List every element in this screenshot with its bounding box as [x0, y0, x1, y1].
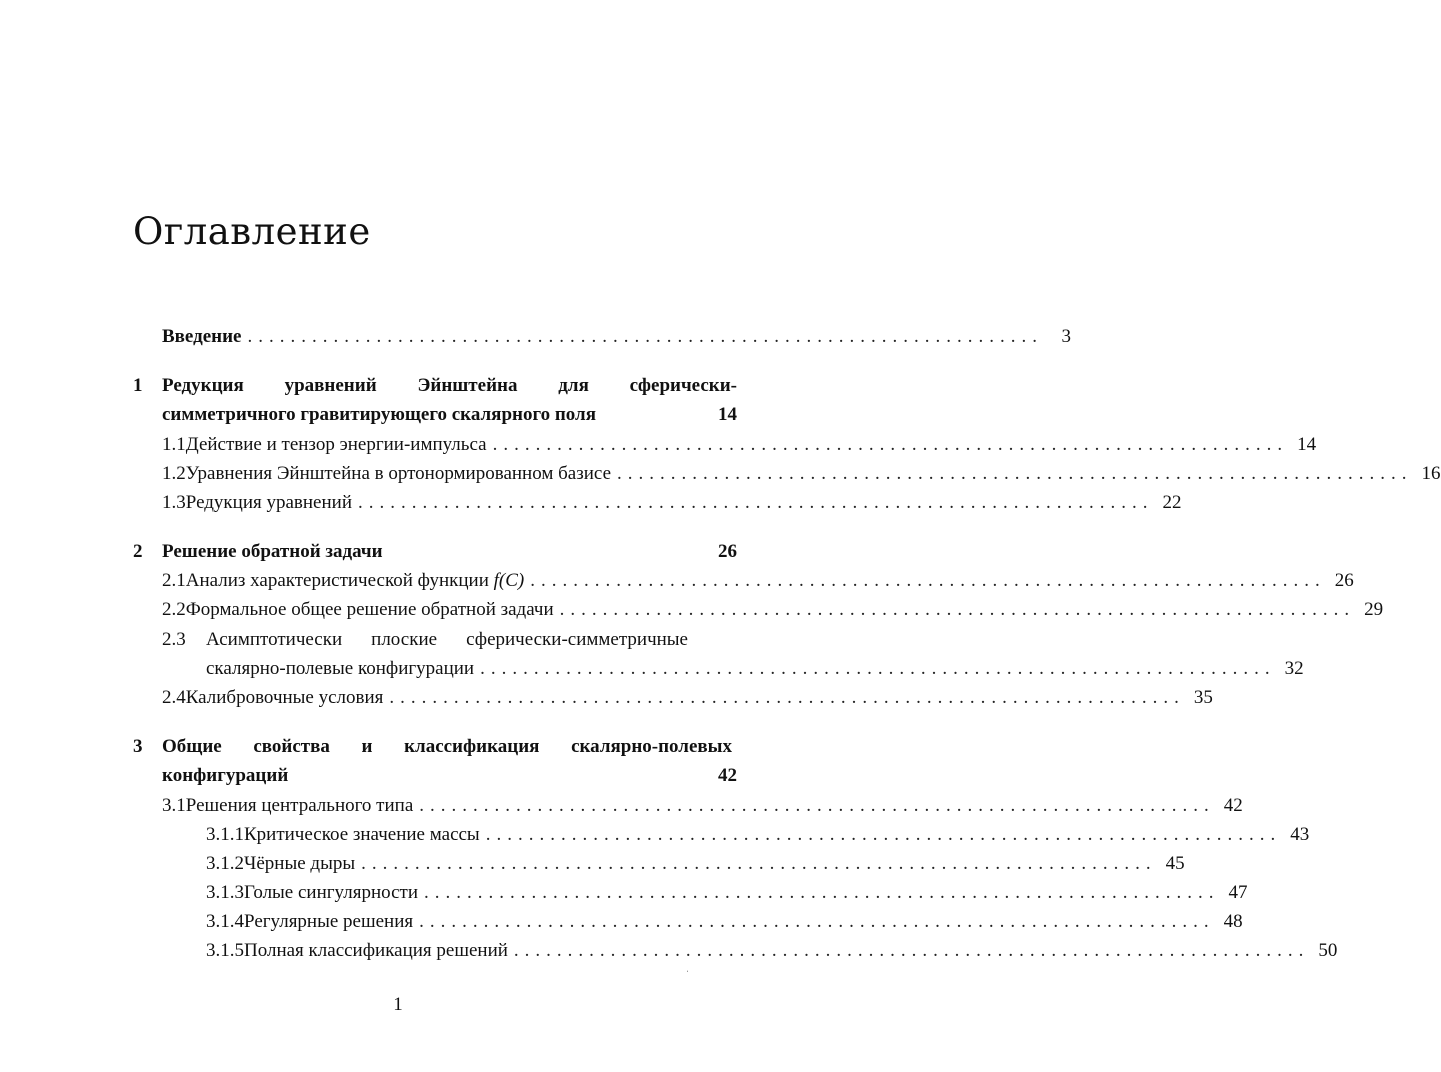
leader-dots: .......................................................................... [513, 940, 1310, 961]
entry-page: 14 [1297, 434, 1317, 455]
leader-dots: .......................................................................... [357, 492, 1154, 513]
toc-entry-2-4 [162, 686, 1213, 710]
toc-entry-3-1-3 [206, 881, 1248, 905]
subsection-number: 3.1.5 [206, 940, 244, 961]
leader-dots: .......................................................................... [480, 658, 1276, 679]
leader-dots: .......................................................................... [492, 434, 1289, 455]
leader-dots: .......................................................................... [485, 824, 1282, 845]
entry-page: 48 [1223, 911, 1243, 932]
toc-entry-chapter-1 [162, 403, 737, 427]
entry-page: 42 [1223, 795, 1243, 816]
entry-title: Действие и тензор энергии-импульса [185, 434, 487, 455]
leader-dots: .......................................................................... [419, 795, 1215, 816]
entry-title: Калибровочные условия [185, 687, 384, 708]
toc-entry-3-1-5 [206, 939, 1338, 963]
subsection-number: 3.1.1 [206, 824, 244, 845]
entry-page: 3 [1061, 326, 1071, 347]
section-number: 2.4 [162, 687, 186, 708]
entry-title-text: Анализ характеристической функции [185, 570, 489, 591]
toc-entry-chapter-3 [162, 764, 737, 788]
entry-title-line1: Асимптотически плоские сферически-симметричные [206, 629, 688, 650]
math-expression: f(C) [493, 570, 525, 591]
chapter-title-line1: Общие свойства и классификация скалярно-полевых [162, 736, 732, 757]
section-number: 2.2 [162, 599, 186, 620]
section-number: 1.3 [162, 492, 186, 513]
toc-entry-3-1-2 [206, 852, 1185, 876]
toc-entry-1-2 [162, 462, 1441, 486]
entry-page: 32 [1284, 658, 1304, 679]
leader-dots: .......................................................................... [559, 599, 1356, 620]
toc-entry-2-2 [162, 598, 1384, 622]
entry-title: Полная классификация решений [244, 940, 508, 961]
entry-title: Регулярные решения [244, 911, 414, 932]
toc-entry-3-1 [162, 794, 1243, 818]
leader-dots: .......................................................................... [530, 570, 1326, 591]
entry-page: 43 [1290, 824, 1310, 845]
entry-page: 14 [718, 404, 737, 425]
subsection-number: 3.1.4 [206, 911, 244, 932]
subsection-number: 3.1.3 [206, 882, 244, 903]
section-number: 3.1 [162, 795, 186, 816]
leader-dots: .......................................................................... [389, 687, 1185, 708]
entry-title: Уравнения Эйнштейна в ортонормированном базисе [185, 463, 611, 484]
leader-dots: .......................................................................... [361, 853, 1157, 874]
entry-page: 29 [1364, 599, 1384, 620]
section-number: 2.3 [162, 629, 186, 650]
entry-page: 35 [1193, 687, 1213, 708]
entry-title: Решения центрального типа [185, 795, 414, 816]
entry-page: 47 [1228, 882, 1248, 903]
entry-title: Введение [162, 326, 242, 347]
toc-entry-chapter-2 [162, 540, 737, 564]
leader-dots: .......................................................................... [617, 463, 1413, 484]
chapter-number: 2 [133, 541, 143, 562]
entry-title: Формальное общее решение обратной задачи [185, 599, 554, 620]
entry-title: Редукция уравнений [185, 492, 352, 513]
leader-dots: .......................................................................... [419, 911, 1215, 932]
chapter-title: Решение обратной задачи [162, 541, 383, 562]
entry-title: Чёрные дыры [244, 853, 356, 874]
section-number: 1.2 [162, 463, 186, 484]
stray-mark: ˌ [686, 963, 689, 972]
entry-title-line2: скалярно-полевые конфигурации [206, 658, 475, 679]
page-number: 1 [393, 994, 403, 1015]
toc-entry-intro [162, 325, 1071, 349]
chapter-title-line1: Редукция уравнений Эйнштейна для сферически- [162, 375, 737, 396]
entry-page: 22 [1162, 492, 1182, 513]
toc-entry-1-3 [162, 491, 1182, 515]
toc-entry-2-3 [206, 657, 1304, 681]
chapter-number: 3 [133, 736, 143, 757]
leader-dots: .......................................................................... [424, 882, 1220, 903]
toc-entry-3-1-1 [206, 823, 1310, 847]
entry-title [186, 569, 524, 593]
toc-entry-2-1 [162, 569, 1354, 593]
subsection-number: 3.1.2 [206, 853, 244, 874]
section-number: 1.1 [162, 434, 186, 455]
entry-page: 26 [718, 541, 737, 562]
chapter-title-line2: конфигураций [162, 765, 289, 786]
leader-dots: .......................................................................... [247, 326, 1043, 347]
toc-entry-1-1 [162, 433, 1317, 457]
page-title: Оглавление [133, 210, 371, 253]
entry-page: 42 [718, 765, 737, 786]
entry-title: Голые сингулярности [244, 882, 418, 903]
entry-page: 26 [1334, 570, 1354, 591]
entry-page: 50 [1318, 940, 1338, 961]
entry-page: 45 [1165, 853, 1185, 874]
chapter-title-line2: симметричного гравитирующего скалярного поля [162, 404, 596, 425]
entry-page: 16 [1421, 463, 1441, 484]
chapter-number: 1 [133, 375, 143, 396]
toc-entry-3-1-4 [206, 910, 1243, 934]
section-number: 2.1 [162, 570, 186, 591]
entry-title: Критическое значение массы [244, 824, 480, 845]
